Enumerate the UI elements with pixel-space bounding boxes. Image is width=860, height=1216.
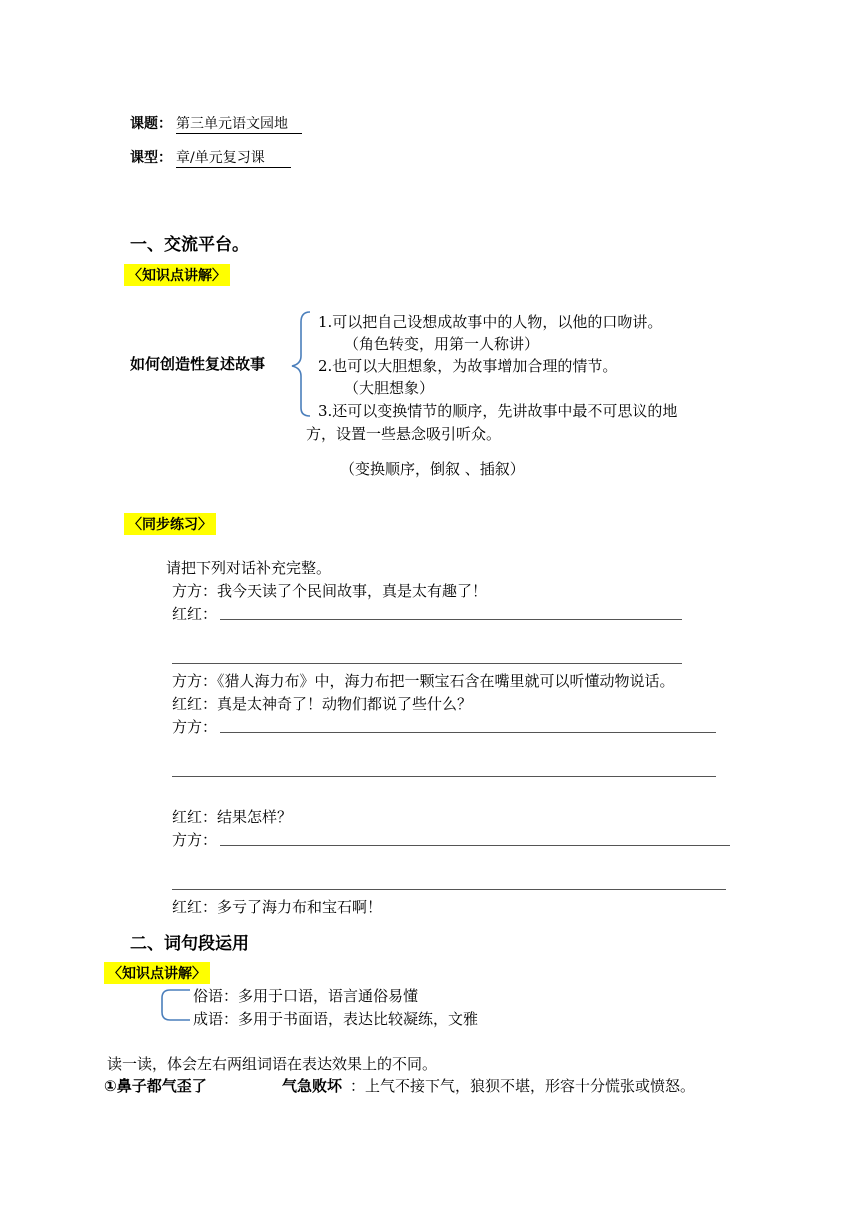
point-2-note: （大胆想象） [344, 379, 435, 397]
brace-icon [288, 308, 312, 418]
practice-tag: 〈同步练习〉 [124, 513, 216, 535]
answer-blank-6[interactable] [172, 889, 726, 890]
dialogue-line-5: 方方： [172, 718, 218, 736]
section1-knowledge-tag: 〈知识点讲解〉 [124, 264, 230, 286]
idiom-item: 成语：多用于书面语，表达比较凝练，文雅 [193, 1010, 479, 1028]
dialogue-line-6: 红红：结果怎样？ [172, 808, 293, 826]
dialogue-line-2: 红红： [172, 605, 218, 623]
lesson-value: 第三单元语文园地 [176, 113, 302, 134]
example-term: 气急败坏 [282, 1077, 343, 1095]
dialogue-line-3: 方方：《猎人海力布》中，海力布把一颗宝石含在嘴里就可以听懂动物说话。 [172, 672, 675, 690]
answer-blank-4[interactable] [172, 776, 716, 777]
dialogue-line-7: 方方： [172, 831, 218, 849]
topic-label: 如何创造性复述故事 [130, 355, 266, 373]
dialogue-line-8: 红红：多亏了海力布和宝石啊！ [172, 898, 383, 916]
point-1-note: （角色转变，用第一人称讲） [344, 335, 540, 353]
lesson-label: 课题： [130, 116, 172, 132]
point-3: 3.还可以变换情节的顺序，先讲故事中最不可思议的地 [318, 402, 678, 420]
section2-knowledge-tag: 〈知识点讲解〉 [104, 962, 210, 984]
example-left: ①鼻子都气歪了 [104, 1077, 207, 1095]
read-prompt: 读一读，体会左右两组词语在表达效果上的不同。 [107, 1055, 438, 1073]
point-2: 2.也可以大胆想象，为故事增加合理的情节。 [318, 357, 618, 375]
point-3-cont: 方，设置一些悬念吸引听众。 [306, 425, 502, 443]
answer-blank-3[interactable] [220, 732, 716, 733]
point-3-note: （变换顺序，倒叙 、插叙） [340, 460, 525, 478]
bracket-icon [156, 986, 192, 1024]
type-label: 课型： [130, 150, 172, 166]
colloquial-item: 俗语：多用于口语，语言通俗易懂 [193, 987, 419, 1005]
answer-blank-1[interactable] [220, 619, 682, 620]
section1-heading: 一、交流平台。 [130, 235, 249, 255]
practice-instruction: 请把下列对话补充完整。 [166, 559, 332, 577]
answer-blank-5[interactable] [220, 845, 730, 846]
type-value: 章/单元复习课 [176, 147, 291, 168]
dialogue-line-1: 方方：我今天读了个民间故事，真是太有趣了！ [172, 582, 488, 600]
dialogue-line-4: 红红：真是太神奇了！动物们都说了些什么？ [172, 695, 473, 713]
example-definition: ：上气不接下气，狼狈不堪，形容十分慌张或愤怒。 [350, 1077, 696, 1095]
section2-heading: 二、词句段运用 [130, 934, 249, 954]
answer-blank-2[interactable] [172, 663, 682, 664]
point-1: 1.可以把自己设想成故事中的人物，以他的口吻讲。 [318, 313, 663, 331]
